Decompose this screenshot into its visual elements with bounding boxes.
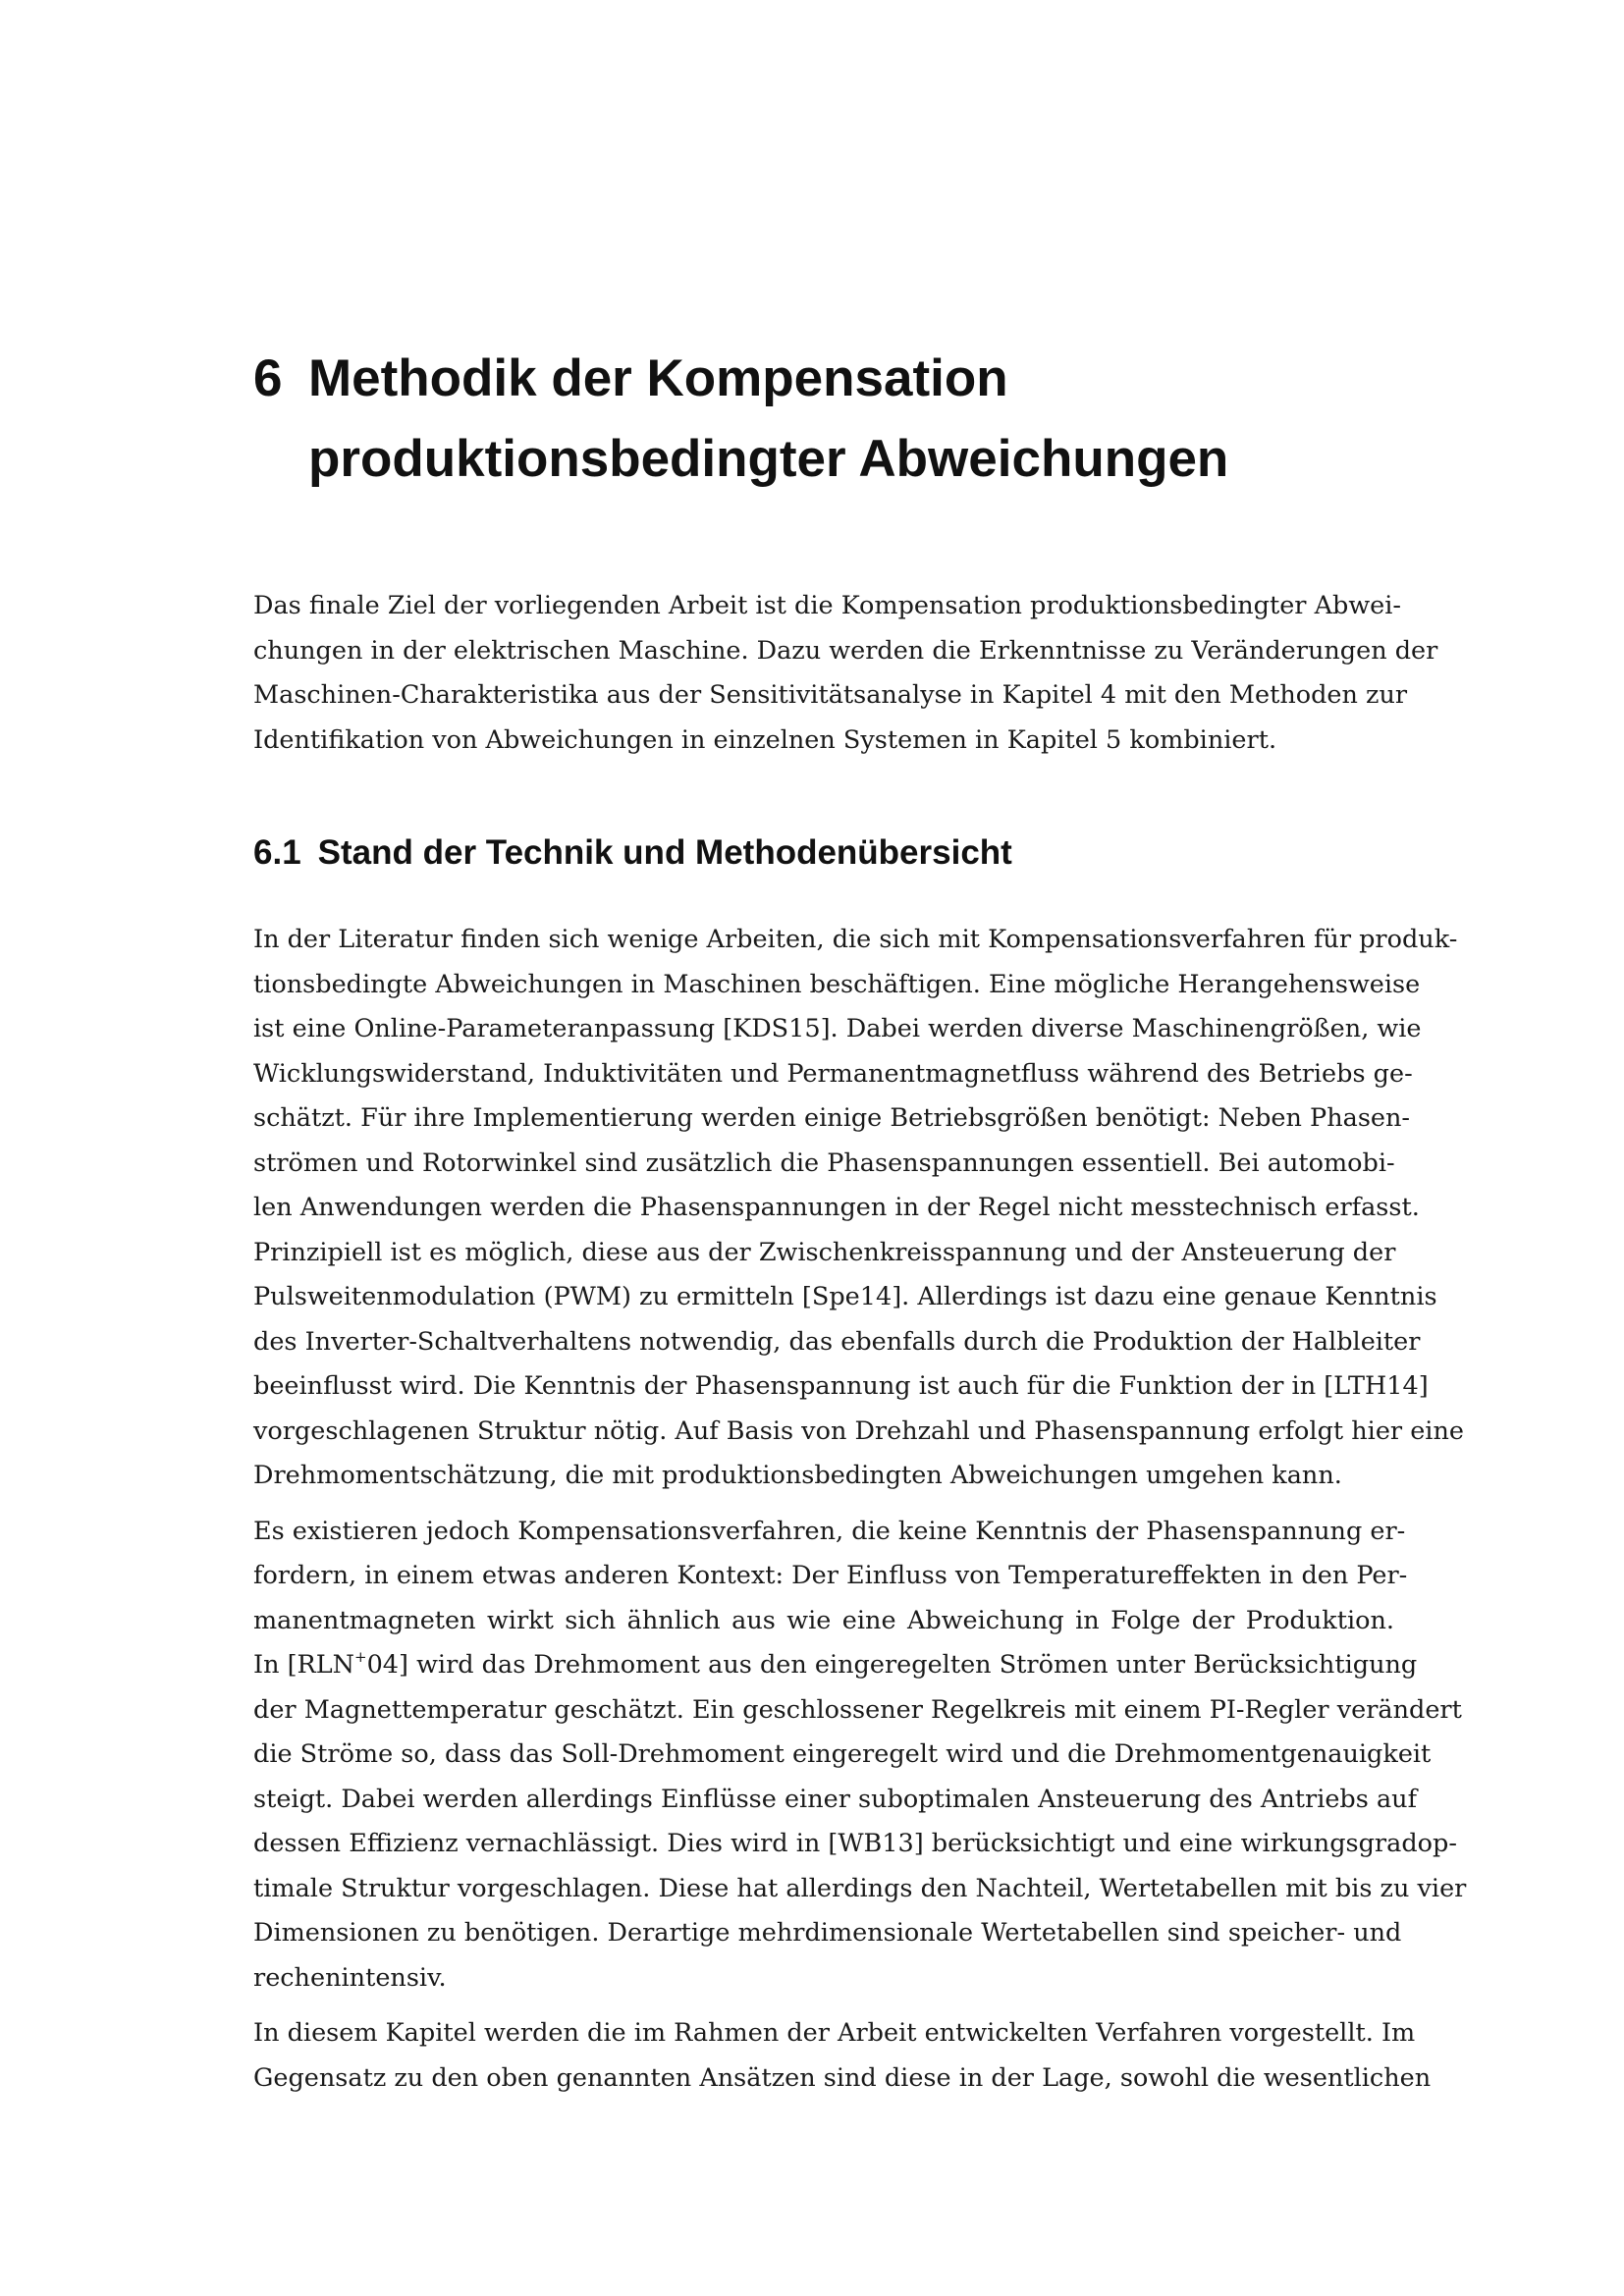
text-line: Identifikation von Abweichungen in einzelnen Systemen in Kapitel 5 kombiniert.: [253, 724, 1277, 755]
text-line: ist eine Online-Parameteranpassung [KDS15]. Dabei werden diverse Maschinengrößen, wie: [253, 1014, 1422, 1043]
chapter-title-line-2: produktionsbedingter Abweichungen: [308, 430, 1229, 488]
page-content: [253, 339, 1467, 2111]
text-line: fordern, in einem etwas anderen Kontext: Der Einfluss von Temperatureffekten in den Per-: [253, 1561, 1408, 1590]
text-line: beeinflusst wird. Die Kenntnis der Phasenspannung ist auch für die Funktion der in [LTH14]: [253, 1371, 1429, 1401]
text-line: Pulsweitenmodulation (PWM) zu ermitteln [Spe14]. Allerdings ist dazu eine genaue Kenntnis: [253, 1282, 1437, 1311]
chapter-title-line-1: Methodik der Kompensation: [308, 349, 1008, 407]
text-line: len Anwendungen werden die Phasenspannungen in der Regel nicht messtechnisch erfasst.: [253, 1193, 1420, 1222]
text-line: Das finale Ziel der vorliegenden Arbeit ist die Kompensation produktionsbedingter Abwei-: [253, 591, 1402, 620]
text-line: des Inverter-Schaltverhaltens notwendig, das ebenfalls durch die Produktion der Halbleiter: [253, 1326, 1421, 1357]
text-line: Gegensatz zu den oben genannten Ansätzen sind diese in der Lage, sowohl die wesentlichen: [253, 2062, 1432, 2093]
text-fragment: 04] wird das Drehmoment aus den eingeregelten Strömen unter Berücksichtigung: [366, 1650, 1418, 1680]
chapter-title: [308, 339, 1228, 500]
body-paragraph-1: [253, 918, 1464, 1499]
text-line: In der Literatur finden sich wenige Arbeiten, die sich mit Kompensationsverfahren für produk-: [253, 925, 1458, 954]
text-line: schätzt. Für ihre Implementierung werden einige Betriebsgrößen benötigt: Neben Phasen-: [253, 1103, 1411, 1133]
text-line: steigt. Dabei werden allerdings Einflüsse einer suboptimalen Ansteuerung des Antriebs auf: [253, 1784, 1418, 1814]
intro-paragraph: [253, 584, 1438, 763]
body-paragraph-2: [253, 1510, 1467, 2002]
text-fragment: In [RLN: [253, 1650, 354, 1680]
text-line: timale Struktur vorgeschlagen. Diese hat allerdings den Nachteil, Wertetabellen mit bis zu vier: [253, 1873, 1467, 1903]
text-line: strömen und Rotorwinkel sind zusätzlich die Phasenspannungen essentiell. Bei automobi-: [253, 1148, 1395, 1178]
text-line: Maschinen-Charakteristika aus der Sensitivitätsanalyse in Kapitel 4 mit den Methoden zur: [253, 680, 1408, 710]
text-line: der Magnettemperatur geschätzt. Ein geschlossener Regelkreis mit einem PI-Regler verändert: [253, 1694, 1462, 1725]
text-line: manentmagneten wirkt sich ähnlich aus wie eine Abweichung in Folge der Produktion.: [253, 1605, 1394, 1635]
text-line: dessen Effizienz vernachlässigt. Dies wird in [WB13] berücksichtigt und eine wirkungsgradop-: [253, 1829, 1457, 1858]
text-line: vorgeschlagenen Struktur nötig. Auf Basis von Drehzahl und Phasenspannung erfolgt hier eine: [253, 1415, 1464, 1446]
superscript: +: [354, 1648, 367, 1666]
section-heading: [253, 831, 1394, 875]
text-line: Es existieren jedoch Kompensationsverfahren, die keine Kenntnis der Phasenspannung er-: [253, 1516, 1406, 1546]
text-line: Dimensionen zu benötigen. Derartige mehrdimensionale Wertetabellen sind speicher- und: [253, 1918, 1402, 1948]
text-line: rechenintensiv.: [253, 1962, 447, 1993]
text-line: Wicklungswiderstand, Induktivitäten und Permanentmagnetfluss während des Betriebs ge-: [253, 1058, 1413, 1089]
chapter-number: 6: [253, 349, 283, 407]
text-line: die Ströme so, dass das Soll-Drehmoment eingeregelt wird und die Drehmomentgenauigkeit: [253, 1739, 1432, 1769]
text-line-with-citation: [253, 1643, 1418, 1688]
text-line: In diesem Kapitel werden die im Rahmen der Arbeit entwickelten Verfahren vorgestellt. Im: [253, 2018, 1416, 2048]
text-line: tionsbedingte Abweichungen in Maschinen beschäftigen. Eine mögliche Herangehensweise: [253, 969, 1421, 999]
text-line: Prinzipiell ist es möglich, diese aus der Zwischenkreisspannung und der Ansteuerung der: [253, 1237, 1396, 1267]
section-title: Stand der Technik und Methodenübersicht: [317, 833, 1012, 872]
chapter-heading: [253, 339, 1394, 500]
text-line: chungen in der elektrischen Maschine. Dazu werden die Erkenntnisse zu Veränderungen der: [253, 635, 1438, 666]
body-paragraph-3: [253, 2011, 1432, 2101]
section-number: 6.1: [253, 833, 301, 872]
text-line: Drehmomentschätzung, die mit produktionsbedingten Abweichungen umgehen kann.: [253, 1461, 1342, 1490]
